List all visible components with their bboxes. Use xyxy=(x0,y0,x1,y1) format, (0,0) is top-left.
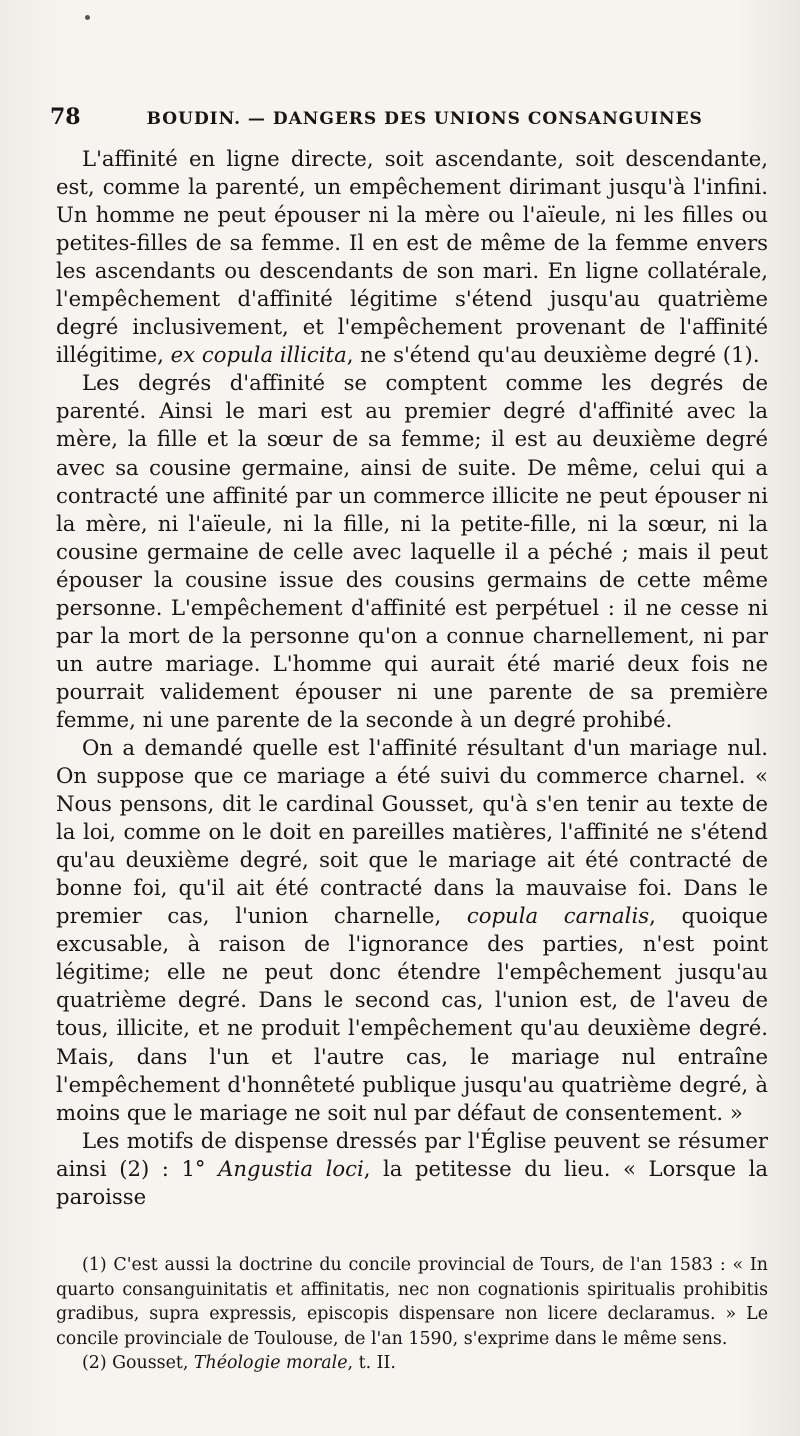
text-segment: , la petitesse du lieu. « Lorsque la paroisse xyxy=(56,1155,768,1209)
text-segment: Les motifs de dispense dressés par l'Église peuvent se résumer ainsi (2) : 1° xyxy=(56,1127,768,1181)
page-number: 78 xyxy=(50,104,81,130)
footnote xyxy=(56,1351,768,1376)
text-segment: (2) Gousset, xyxy=(82,1353,194,1373)
text-segment: , ne s'étend qu'au deuxième degré (1). xyxy=(346,342,760,368)
footnotes xyxy=(56,1253,768,1376)
italic-segment: Théologie morale xyxy=(193,1353,348,1373)
text-segment: Les degrés d'affinité se comptent comme les degrés de parenté. Ainsi le mari est au premier degré d'affinité avec la mère, la fille et la sœur de sa femme; il est au deuxième degré avec sa cousine germaine, ainsi de suite. De même, celui qui a contracté une affinité par un commerce illicite ne peut épouser ni la mère, ni l'aïeule, ni la fille, ni la petite-fille, ni la sœur, ni la cousine germaine de celle avec laquelle il a péché ; mais il peut épouser la cousine issue des cousins germains de cette même personne. L'empêchement d'affinité est perpétuel : il ne cesse ni par la mort de la personne qu'on a connue charnellement, ni par un autre mariage. L'homme qui aurait été marié deux fois ne pourrait validement épouser ni une parente de sa première femme, ni une parente de la seconde à un degré prohibé. xyxy=(56,370,768,732)
paragraph xyxy=(56,734,768,1127)
italic-segment: copula carnalis xyxy=(466,903,650,929)
text-segment: (1) C'est aussi la doctrine du concile provincial de Tours, de l'an 1583 : « In quarto consanguinitatis et affinitatis, nec non cognationis spiritualis prohibitis gradibus, supra expressis, episcopis dispensare non licere declaramus. » Le concile provinciale de Toulouse, de l'an 1590, s'exprime dans le même sens. xyxy=(56,1255,768,1349)
text-segment: , t. II. xyxy=(347,1353,396,1373)
paragraph xyxy=(56,145,768,369)
italic-segment: ex copula illicita xyxy=(170,342,347,368)
text-segment: On a demandé quelle est l'affinité résultant d'un mariage nul. On suppose que ce mariage a été suivi du commerce charnel. « Nous pensons, dit le cardinal Gousset, qu'à s'en tenir au texte de la loi, comme on le doit en pareilles matières, l'affinité ne s'étend qu'au deuxième degré, soit que le mariage ait été contracté de bonne foi, qu'il ait été contracté dans la mauvaise foi. Dans le premier cas, l'union charnelle, xyxy=(56,734,768,929)
paragraph xyxy=(56,369,768,734)
footnote xyxy=(56,1253,768,1351)
italic-segment: Angustia loci xyxy=(218,1155,364,1181)
text-segment: L'affinité en ligne directe, soit ascendante, soit descendante, est, comme la parenté, un empêchement dirimant jusqu'à l'infini. Un homme ne peut épouser ni la mère ou l'aïeule, ni les filles ou petites-filles de sa femme. Il en est de même de la femme envers les ascendants ou descendants de son mari. En ligne collatérale, l'empêchement d'affinité légitime s'étend jusqu'au quatrième degré inclusivement, et l'empêchement provenant de l'affinité illégitime, xyxy=(56,146,768,368)
main-text xyxy=(56,145,768,1211)
text-segment: , quoique excusable, à raison de l'ignorance des parties, n'est point légitime; elle ne peut donc étendre l'empêchement jusqu'au quatrième degré. Dans le second cas, l'union est, de l'aveu de tous, illicite, et ne produit l'empêchement qu'au deuxième degré. Mais, dans l'un et l'autre cas, le mariage nul entraîne l'empêchement d'honnêteté publique jusqu'au quatrième degré, à moins que le mariage ne soit nul par défaut de consentement. » xyxy=(56,903,768,1125)
running-title: BOUDIN. — DANGERS DES UNIONS CONSANGUINES xyxy=(146,109,703,129)
paragraph xyxy=(56,1127,768,1211)
ink-speck xyxy=(85,15,90,20)
page-header xyxy=(50,104,750,134)
